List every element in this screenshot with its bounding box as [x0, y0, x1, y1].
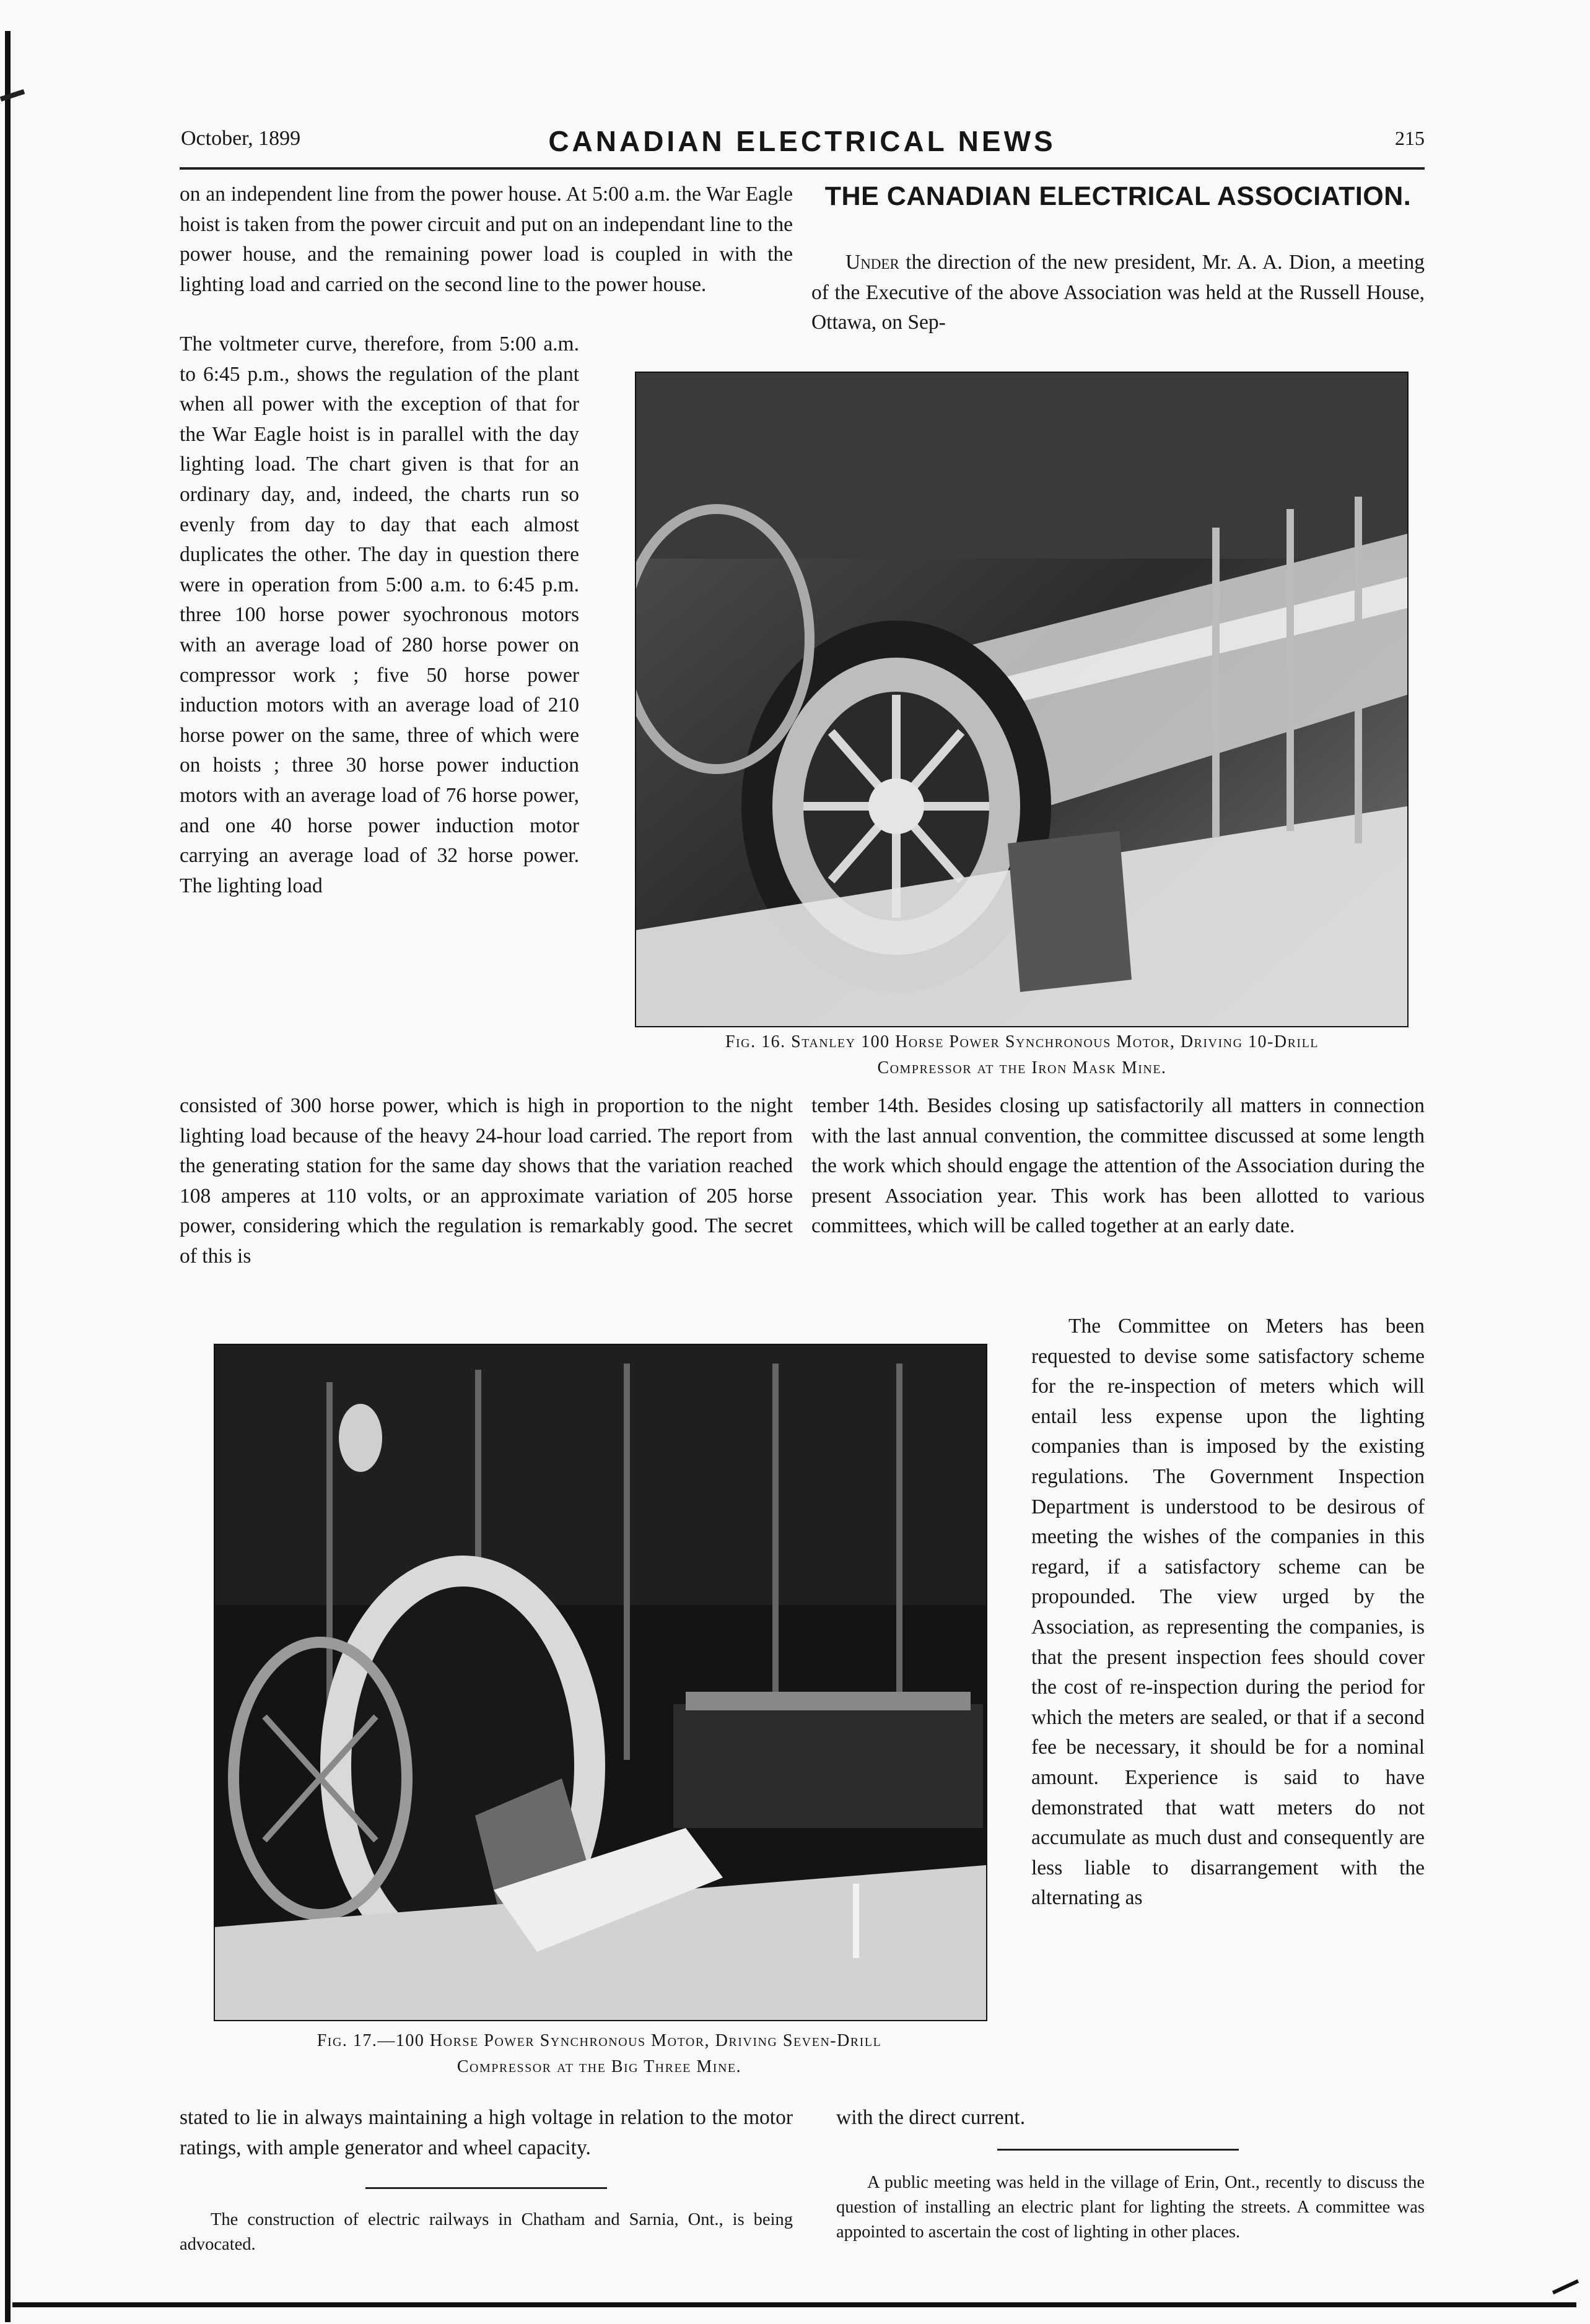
section-title: THE CANADIAN ELECTRICAL ASSOCIATION.: [824, 181, 1412, 211]
page-number: 215: [1395, 127, 1425, 149]
fig17-illustration: [215, 1345, 986, 2020]
fig17-caption: [204, 2028, 994, 2080]
fig16-caption: [619, 1029, 1425, 1081]
committee-on-meters-paragraph: [1031, 1312, 1425, 1913]
running-header: [180, 127, 1425, 164]
left-narrow-column-text: The voltmeter curve, therefore, from 5:00 a.m. to 6:45 p.m., shows the regulation of the plant when all power with the exception of that for the War Eagle hoist is in parallel with the day lighting load. The chart given is that for an ordinary day, and, indeed, the charts run so evenly from day to day that each almost duplicates the other. The day in question there were in operation from 5:00 a.m. to 6:45 p.m. three 100 horse power syochronous motors with an average load of 280 horse power on compressor work ; five 50 horse power induction motors with an average load of 210 horse power on the same, three of which were on hoists ; three 30 horse power induction motors with an average load of 76 horse power, and one 40 horse power induction motor carrying an average load of 32 horse power. The lighting load: [180, 333, 579, 897]
left-column-continuation: stated to lie in always maintaining a high voltage in relation to the motor ratings, with ample generator and wheel capacity.: [180, 2106, 793, 2159]
header-rule: [180, 167, 1425, 170]
issue-date: October, 1899: [181, 127, 301, 150]
fig17-caption-line1: Fig. 17.—100 Horse Power Synchronous Motor, Driving Seven-Drill: [317, 2031, 882, 2050]
fig17-photo-motor-compressor: [214, 1344, 987, 2021]
fig16-photo-motor-compressor: [635, 372, 1409, 1027]
right-short-rule: [997, 2149, 1239, 2151]
association-intro: [811, 248, 1425, 338]
left-news-note: The construction of electric railways in Chatham and Sarnia, Ont., is being advocated.: [180, 2210, 793, 2254]
intro-text: the direction of the new president, Mr. A. A. Dion, a meeting of the Executive of the above Association was held at the Russell House, Ottawa, on Sep-: [811, 251, 1425, 334]
fig16-caption-line1: Fig. 16. Stanley 100 Horse Power Synchronous Motor, Driving 10-Drill: [725, 1032, 1319, 1051]
left-column-bottom-paragraph: consisted of 300 horse power, which is high in proportion to the night lighting load because of the heavy 24-hour load carried. The report from the generating station for the same day shows that the variation reached 108 amperes at 110 volts, or an approximate variation of 205 horse power, considering which the regulation is remarkably good. The secret of this is: [180, 1094, 793, 1268]
fig16-caption-line2: Compressor at the Iron Mask Mine.: [877, 1058, 1167, 1077]
fig16-illustration: [636, 373, 1407, 1026]
association-after-figure-paragraph: tember 14th. Besides closing up satisfactorily all matters in connection with the last annual convention, the committee discussed at some length the work which should engage the attention of the Association during the present Association year. This work has been allotted to various committees, which will be called together at an early date.: [811, 1094, 1425, 1238]
right-news-note: A public meeting was held in the village of Erin, Ont., recently to discuss the question of installing an electric plant for lighting the streets. A committee was appointed to ascertain the cost of lighting in other places.: [836, 2173, 1425, 2242]
meters-continuation: with the direct current.: [836, 2106, 1026, 2129]
publication-title: CANADIAN ELECTRICAL NEWS: [548, 125, 1056, 157]
left-column-top-paragraph: on an independent line from the power house. At 5:00 a.m. the War Eagle hoist is taken from the power circuit and put on an independant line to the power house, and the remaining power load is coupled in with the lighting load and carried on the second line to the power house.: [180, 183, 793, 296]
corner-mark: [1552, 2279, 1579, 2294]
binding-notch-mark: [0, 89, 25, 102]
fig17-caption-line2: Compressor at the Big Three Mine.: [456, 2057, 742, 2076]
intro-lead-word: Under: [845, 251, 899, 274]
meters-text: The Committee on Meters has been requested to devise some satisfactory scheme for the re-inspection of meters which will entail less expense upon the lighting companies than is imposed by the existing regulations. The Government Inspection Department is understood to be desirous of meeting the wishes of the companies in this regard, if a satisfactory scheme can be propounded. The view urged by the Association, as representing the companies, is that the present inspection fees should cover the cost of re-inspection during the period for which the meters are sealed, or that if a second fee be necessary, it should be for a nominal amount. Experience is said to have demonstrated that watt meters do not accumulate as much dust and consequently are less liable to disarrangement with the alternating as: [1031, 1315, 1425, 1910]
left-short-rule: [365, 2187, 607, 2189]
page-binding-edge: [5, 31, 11, 2322]
page-bottom-rule: [12, 2302, 1576, 2307]
